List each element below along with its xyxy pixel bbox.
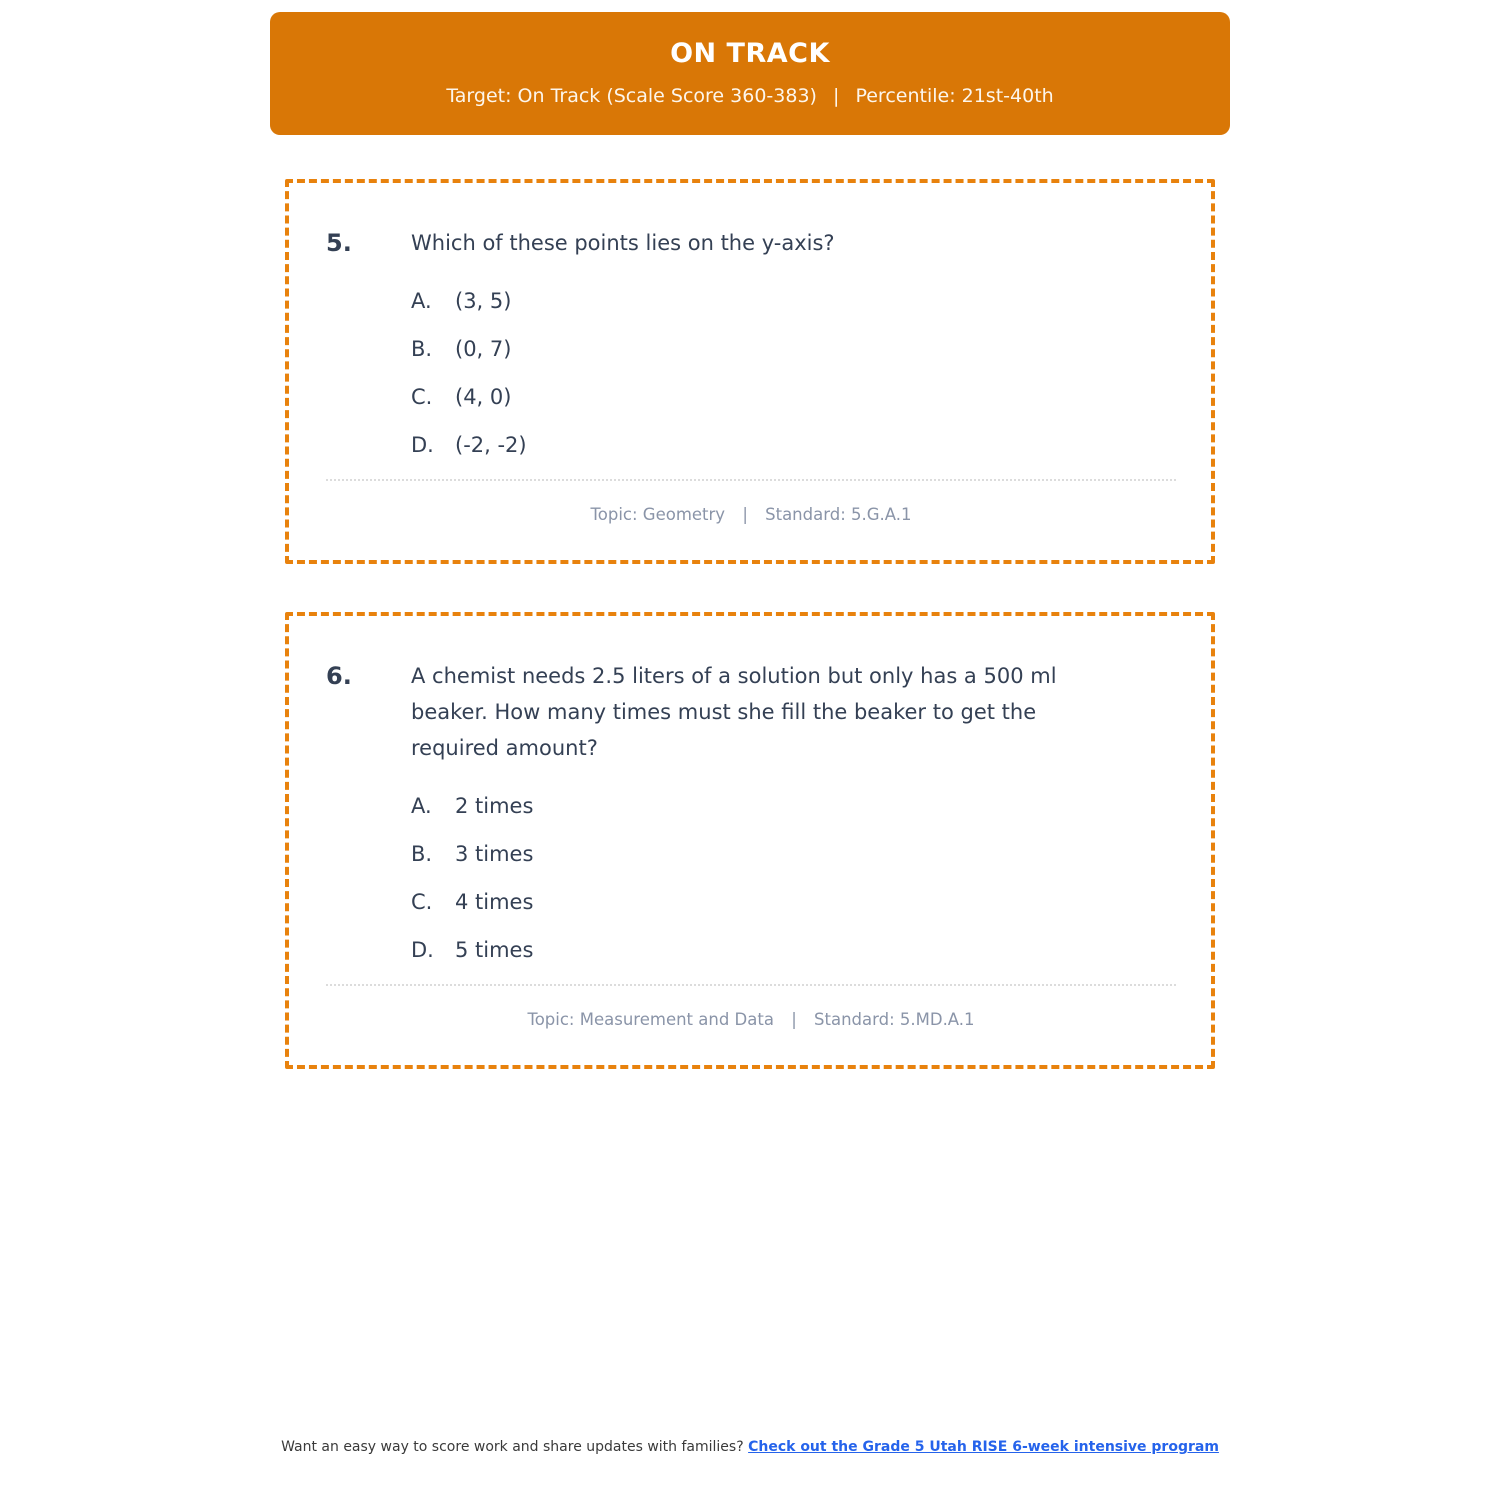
- option-text: (0, 7): [455, 337, 512, 361]
- option-a: [411, 289, 1121, 313]
- question-text: Which of these points lies on the y-axis?: [411, 231, 835, 255]
- card-divider: [326, 479, 1176, 481]
- band-title: ON TRACK: [670, 38, 830, 69]
- option-text: (4, 0): [455, 385, 512, 409]
- worksheet-page: [270, 12, 1230, 1069]
- options-list: [411, 794, 1121, 962]
- topic-label: Topic: Measurement and Data: [527, 1010, 774, 1029]
- question-row: [326, 225, 1121, 261]
- question-row: [326, 658, 1121, 766]
- topic-label: Topic: Geometry: [590, 505, 726, 524]
- option-letter: B.: [411, 337, 433, 361]
- options-list: [411, 289, 1121, 457]
- option-letter: A.: [411, 289, 432, 313]
- question-meta: [326, 1010, 1176, 1029]
- option-letter: D.: [411, 433, 434, 457]
- card-divider: [326, 984, 1176, 986]
- option-a: [411, 794, 1121, 818]
- question-number: 5.: [326, 229, 352, 257]
- meta-separator: |: [742, 505, 748, 524]
- option-text: 4 times: [455, 890, 534, 914]
- question-card-6: [285, 612, 1215, 1069]
- question-number: 6.: [326, 662, 352, 690]
- option-c: [411, 890, 1121, 914]
- option-text: 2 times: [455, 794, 534, 818]
- option-text: 5 times: [455, 938, 534, 962]
- promo-footer: [0, 1438, 1500, 1457]
- option-letter: A.: [411, 794, 432, 818]
- option-letter: D.: [411, 938, 434, 962]
- option-b: [411, 337, 1121, 361]
- standard-label: Standard: 5.G.A.1: [765, 505, 912, 524]
- option-text: 3 times: [455, 842, 534, 866]
- band-subtitle: [290, 85, 1210, 107]
- meta-separator: |: [791, 1010, 797, 1029]
- band-separator: |: [833, 85, 840, 107]
- option-letter: C.: [411, 890, 433, 914]
- performance-band-banner: [270, 12, 1230, 135]
- question-text: A chemist needs 2.5 liters of a solution but only has a 500 ml beaker. How many times must she fill the beaker to get the required amount?: [411, 664, 1057, 760]
- option-d: [411, 433, 1121, 457]
- question-card-5: [285, 179, 1215, 564]
- standard-label: Standard: 5.MD.A.1: [814, 1010, 975, 1029]
- option-letter: B.: [411, 842, 433, 866]
- promo-footer-text: [270, 1438, 1230, 1457]
- band-target: Target: On Track (Scale Score 360-383): [446, 85, 817, 107]
- question-meta: [326, 505, 1176, 524]
- option-b: [411, 842, 1121, 866]
- option-letter: C.: [411, 385, 433, 409]
- band-percentile: Percentile: 21st-40th: [855, 85, 1054, 107]
- option-text: (-2, -2): [455, 433, 527, 457]
- option-d: [411, 938, 1121, 962]
- promo-link[interactable]: Check out the Grade 5 Utah RISE 6-week intensive program: [748, 1439, 1219, 1455]
- promo-prompt: Want an easy way to score work and share updates with families?: [281, 1439, 744, 1455]
- option-c: [411, 385, 1121, 409]
- option-text: (3, 5): [455, 289, 512, 313]
